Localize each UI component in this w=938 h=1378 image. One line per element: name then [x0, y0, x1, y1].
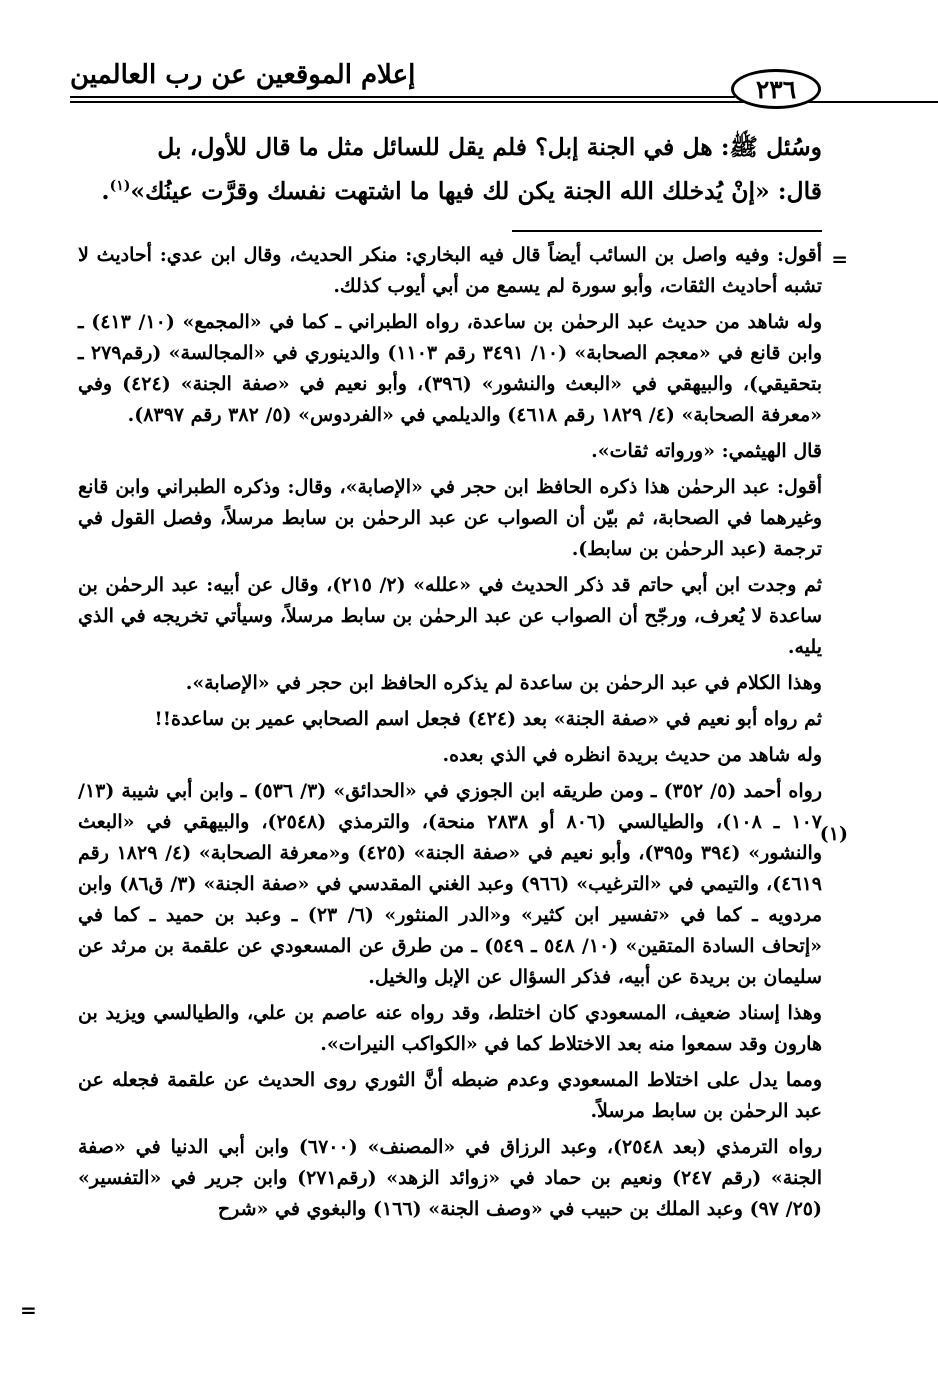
footnotes	[78, 240, 822, 1230]
hadith-quote: قال: «إنْ يُدخلك الله الجنة يكن لك فيها ما اشتهت نفسك وقرَّت عينُك»	[130, 177, 822, 205]
main-text	[80, 125, 822, 213]
main-text-line-2	[80, 169, 822, 213]
footnote-paragraph: أقول: وفيه واصل بن السائب أيضاً قال فيه البخاري: منكر الحديث، وقال ابن عدي: أحاديث لا تشبه أحاديث الثقات، وأبو سورة لم يسمع من أبي أيوب كذلك.	[78, 244, 822, 297]
footnote-number: (١)	[819, 823, 848, 845]
footnote-paragraph: وهذا الكلام في عبد الرحمٰن بن ساعدة لم يذكره الحافظ ابن حجر في «الإصابة».	[185, 672, 822, 694]
footnote-paragraph: وله شاهد من حديث بريدة انظره في الذي بعده.	[442, 744, 822, 766]
sentence-end: .	[101, 177, 110, 205]
footnote-paragraph: وله شاهد من حديث عبد الرحمٰن بن ساعدة، رواه الطبراني ـ كما في «المجمع» (١٠/ ٤١٣) ـ وابن قانع في «معجم الصحابة» (١٠/ ٣٤٩١ رقم ١١٠٣) والدينوري في «المجالسة» (رقم٢٧٩ ـ بتحقيقي)، والبيهقي في «البعث والنشور» (٣٩٦)، وأبو نعيم في «صفة الجنة» (٤٢٤) وفي «معرفة الصحابة» (٤/ ١٨٢٩ رقم ٤٦١٨) والديلمي في «الفردوس» (٥/ ٣٨٢ رقم ٨٣٩٧).	[78, 311, 823, 426]
continuation-mark: =	[831, 247, 848, 271]
page-number-text: ٢٣٦	[755, 74, 797, 104]
footnote-paragraph: وهذا إسناد ضعيف، المسعودي كان اختلط، وقد رواه عنه عاصم بن علي، والطيالسي ويزيد بن هارون وقد سمعوا منه بعد الاختلاط كما في «الكواكب النيرات».	[78, 1002, 822, 1055]
footnote-ref: (١)	[109, 178, 131, 195]
running-header-title: إعلام الموقعين عن رب العالمين	[70, 60, 416, 90]
main-text-line-1: وسُئل ﷺ: هل في الجنة إبل؟ فلم يقل للسائل مثل ما قال للأول، بل	[157, 133, 822, 161]
footnote-paragraph: ومما يدل على اختلاط المسعودي وعدم ضبطه أنَّ الثوري روى الحديث عن علقمة فجعله عن عبد الرحمٰن بن سابط مرسلاً.	[78, 1069, 822, 1122]
footnote-paragraph: ثم رواه أبو نعيم في «صفة الجنة» بعد (٤٢٤) فجعل اسم الصحابي عمير بن ساعدة!!	[154, 708, 822, 730]
page-number	[731, 69, 821, 109]
header-rule-top	[70, 96, 735, 98]
footnote-paragraph: أقول: عبد الرحمٰن هذا ذكره الحافظ ابن حجر في «الإصابة»، وقال: وذكره الطبراني وابن قانع وغيرهما في الصحابة، ثم بيّن أن الصواب عن عبد الرحمٰن بن سابط مرسلاً، وفصل القول في ترجمة (عبد الرحمٰن بن سابط).	[78, 476, 822, 560]
footnote-separator	[512, 230, 822, 232]
footnote-paragraph: رواه الترمذي (بعد ٢٥٤٨)، وعبد الرزاق في «المصنف» (٦٧٠٠) وابن أبي الدنيا في «صفة الجنة» (رقم ٢٤٧) ونعيم بن حماد في «زوائد الزهد» (رقم٢٧١) وابن جرير في «التفسير» (٢٥/ ٩٧) وعبد الملك بن حبيب في «وصف الجنة» (١٦٦) والبغوي في «شرح	[78, 1136, 823, 1220]
continuation-mark-end: =	[20, 1298, 37, 1322]
footnote-paragraph: ثم وجدت ابن أبي حاتم قد ذكر الحديث في «علله» (٢/ ٢١٥)، وقال عن أبيه: عبد الرحمٰن بن ساعدة لا يُعرف، ورجّح أن الصواب عن عبد الرحمٰن بن سابط مرسلاً، وسيأتي تخريجه في الذي يليه.	[78, 574, 822, 658]
footnote-paragraph: قال الهيثمي: «ورواته ثقات».	[591, 440, 822, 462]
footnote-1-text: رواه أحمد (٥/ ٣٥٢) ـ ومن طريقه ابن الجوزي في «الحدائق» (٣/ ٥٣٦) ـ وابن أبي شيبة (١٣/ ١٠٧ ـ ١٠٨)، والطيالسي (٨٠٦ أو ٢٨٣٨ منحة)، والترمذي (٢٥٤٨)، والبيهقي في «البعث والنشور» (٣٩٤ و٣٩٥)، وأبو نعيم في «صفة الجنة» (٤٢٥) و«معرفة الصحابة» (٤/ ١٨٢٩ رقم ٤٦١٩)، والتيمي في «الترغيب» (٩٦٦) وعبد الغني المقدسي في «صفة الجنة» (٣/ ق٨٦) وابن مردويه ـ كما في «تفسير ابن كثير» و«الدر المنثور» (٦/ ٢٣) ـ وعبد بن حميد ـ كما في «إتحاف السادة المتقين» (١٠/ ٥٤٨ ـ ٥٤٩) ـ من طرق عن المسعودي عن علقمة بن مرثد عن سليمان بن بريدة عن أبيه، فذكر السؤال عن الإبل والخيل.	[78, 780, 823, 988]
